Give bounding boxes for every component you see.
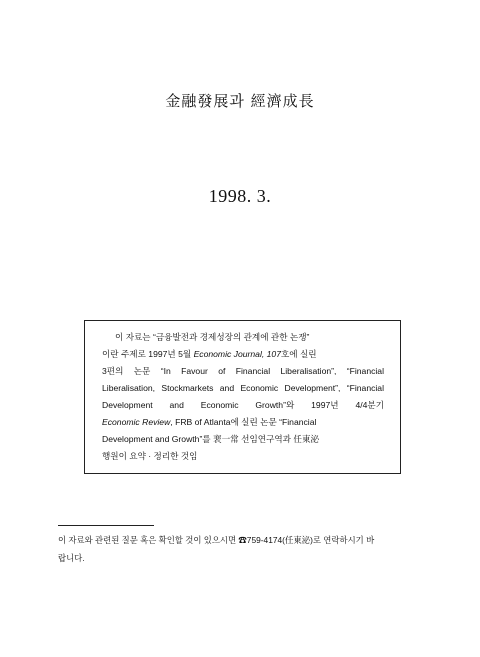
summary-text: 3편의 논문 “In Favour of Financial Liberalisation”, “Financial <box>102 366 384 376</box>
summary-box <box>84 320 401 474</box>
summary-text: Liberalisation, Stockmarkets and Economic Development”, “Financial <box>102 383 384 393</box>
summary-line-8 <box>102 451 384 462</box>
journal-name: Economic Review <box>102 417 171 427</box>
footnote-line-2: 랍니다. <box>58 553 85 563</box>
summary-text: Development and Economic Growth”와 1997년 4/4분기 <box>102 400 384 410</box>
footnote-line-1: 이 자료와 관련된 질문 혹은 확인할 것이 있으시면 ☎759-4174(任東泌)로 연락하시기 바 <box>58 535 375 545</box>
summary-line-2 <box>102 349 384 360</box>
summary-text: 이 자료는 “금융발전과 경제성장의 관계에 관한 논쟁” <box>115 332 310 342</box>
summary-text: 호에 실린 <box>280 349 317 359</box>
summary-text: Development and Growth”를 裵一常 선임연구역과 任東泌 <box>102 434 320 444</box>
summary-line-7 <box>102 434 384 445</box>
summary-text: 행원이 요약 · 정리한 것임 <box>102 451 198 461</box>
summary-line-6 <box>102 417 384 428</box>
summary-line-3 <box>102 366 384 377</box>
summary-line-1 <box>115 332 384 343</box>
document-title: 金融發展과 經濟成長 <box>165 92 315 110</box>
summary-line-5 <box>102 400 384 411</box>
publication-date: 1998. 3. <box>208 186 272 206</box>
summary-text: , FRB of Atlanta에 실린 논문 “Financial <box>170 417 317 427</box>
journal-name: Economic Journal, 107 <box>193 349 281 359</box>
summary-line-4 <box>102 383 384 394</box>
footnote-divider <box>58 525 154 526</box>
summary-text: 이란 주제로 1997년 5월 <box>102 349 194 359</box>
